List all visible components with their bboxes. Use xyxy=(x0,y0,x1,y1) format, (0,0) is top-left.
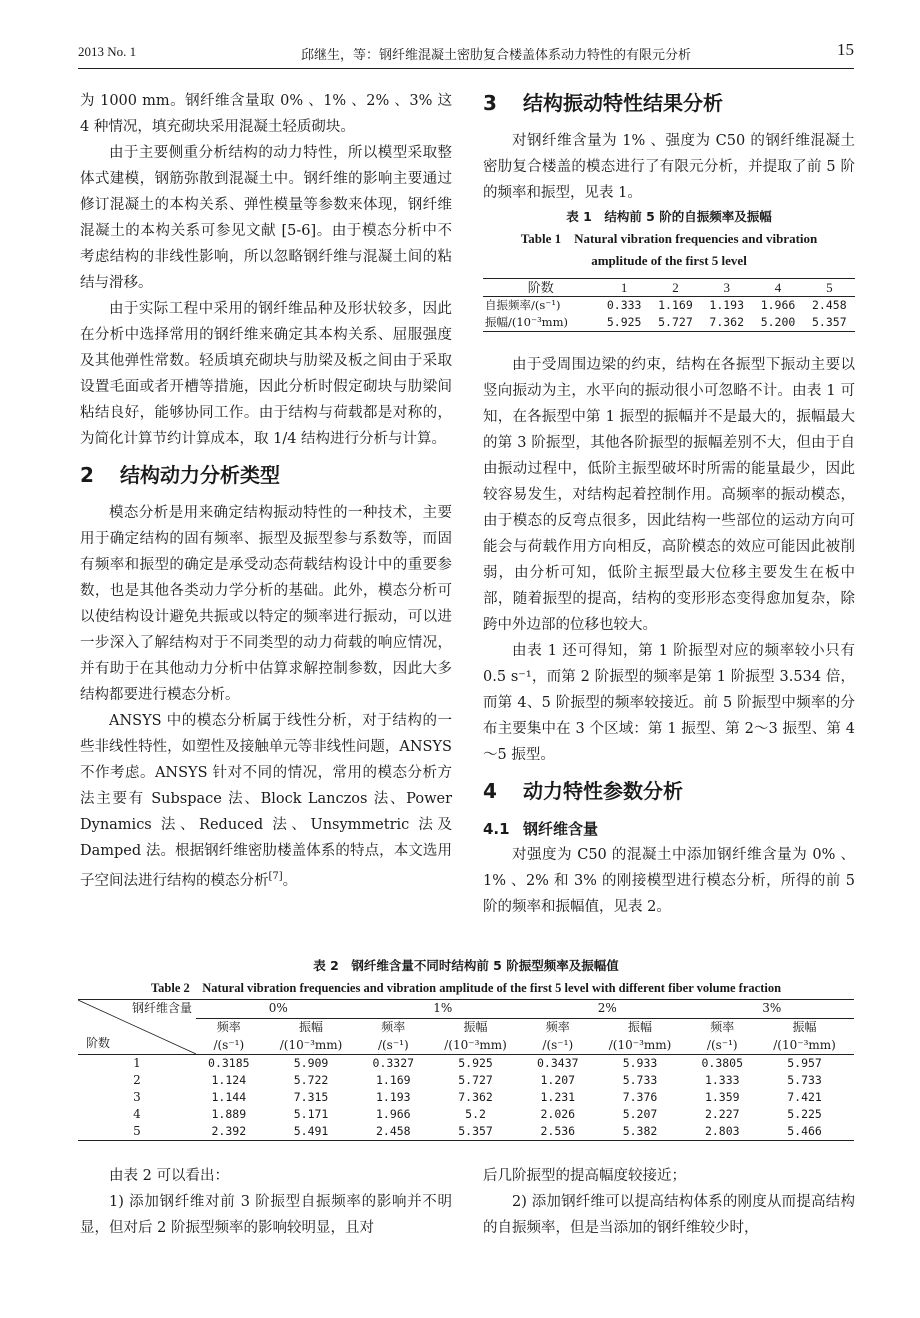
subsection-heading xyxy=(483,816,855,842)
freq-unit: /(s⁻¹) xyxy=(525,1036,591,1054)
amp-unit: /(10⁻³mm) xyxy=(426,1036,525,1054)
table-header-cell: 1 xyxy=(599,279,650,297)
table-row xyxy=(483,297,855,315)
table-cell: 5.727 xyxy=(658,315,693,329)
table-cell: 1.333 xyxy=(704,1073,740,1087)
freq-header: 频率 xyxy=(545,1020,570,1034)
order-cell: 3 xyxy=(133,1090,141,1104)
paragraph: 由于主要侧重分析结构的动力特性，所以模型采取整体式建模，钢筋弥散到混凝土中。钢纤维的影响主要通过修订混凝土的本构关系、弹性模量等参数来体现，钢纤维混凝土的本构关系可参见文献 [5-6]。由于模态分析中不考虑结构的非线性影响，所以忽略钢纤维与混凝土间的粘结与滑移。 xyxy=(80,145,452,291)
table-cell: 1.966 xyxy=(375,1107,411,1121)
table-cell: 2.026 xyxy=(540,1107,576,1121)
citation: [7] xyxy=(268,871,283,882)
table-cell: 5.225 xyxy=(787,1107,822,1121)
amp-header: 振幅 xyxy=(792,1020,817,1034)
table-group-row xyxy=(78,1000,854,1019)
table-cell: 5.727 xyxy=(458,1073,493,1087)
paragraph-text: ANSYS 中的模态分析属于线性分析，对于结构的一些非线性特性，如塑性及接触单元等非线性问题，ANSYS 不作考虑。ANSYS 针对不同的情况，常用的模态分析方法主要有 Subspace 法、Block Lanczos 法、Power Dynamics 法、Reduced 法、Unsymmetric 法及 Damped 法。根据钢纤维密肋楼盖体系的特点，本文选用子空间法进行结构的模态分析 xyxy=(80,713,452,889)
corner-bottom-label: 阶数 xyxy=(86,1036,111,1050)
table-cell: 5.171 xyxy=(293,1107,329,1121)
table-cell: 7.421 xyxy=(787,1090,822,1104)
table-cell: 7.315 xyxy=(293,1090,329,1104)
table-row xyxy=(78,1106,854,1123)
bottom-right-text xyxy=(483,1163,855,1241)
table1-caption-en: Table 1 Natural vibration frequencies and vibration xyxy=(520,231,818,246)
table-cell: 7.376 xyxy=(622,1090,658,1104)
amp-unit: /(10⁻³mm) xyxy=(755,1036,854,1054)
table-row xyxy=(78,1055,854,1073)
paragraph: 后几阶振型的提高幅度较接近； xyxy=(483,1168,686,1184)
amp-header: 振幅 xyxy=(299,1020,324,1034)
paragraph: 模态分析是用来确定结构振动特性的一种技术，主要用于确定结构的固有频率、振型及振型参与系数等，而固有频率和振型的确定是承受动态荷载结构设计中的重要参数，也是其他各类动力学分析的基础。此外，模态分析可以使结构设计避免共振或以特定的频率进行振动，可以进一步深入了解结构对于不同类型的动力荷载的响应情况，并有助于在其他动力分析中估算求解控制参数，因此大多结构都要进行模态分析。 xyxy=(80,505,452,703)
table-cell: 2.458 xyxy=(812,298,847,312)
table-cell: 5.491 xyxy=(293,1124,329,1138)
table-cell: 1.966 xyxy=(760,298,796,312)
journal-issue: 2013 No. 1 xyxy=(78,44,137,59)
table-header-cell: 阶数 xyxy=(483,279,599,297)
table-cell: 1.124 xyxy=(211,1073,247,1087)
row-label: 自振频率/(s⁻¹) xyxy=(485,298,561,312)
table1-caption-en-2: amplitude of the first 5 level xyxy=(591,253,747,268)
table-header-cell: 3 xyxy=(701,279,752,297)
paragraph: 1) 添加钢纤维对前 3 阶振型自振频率的影响并不明显，但对后 2 阶振型频率的影响较明显，且对 xyxy=(80,1194,452,1236)
table-cell: 5.382 xyxy=(622,1124,658,1138)
table-corner-cell xyxy=(78,1000,196,1055)
paragraph: 由表 2 可以看出： xyxy=(109,1168,229,1184)
running-header xyxy=(78,40,854,64)
table-header-cell: 5 xyxy=(804,279,855,297)
order-cell: 4 xyxy=(133,1107,141,1121)
amp-header: 振幅 xyxy=(463,1020,488,1034)
table-cell: 5.933 xyxy=(622,1056,658,1070)
paragraph: 对钢纤维含量为 1% 、强度为 C50 的钢纤维混凝土密肋复合楼盖的模态进行了有限元分析，并提取了前 5 阶的频率和振型，见表 1。 xyxy=(483,133,855,201)
table2-caption-en: Table 2 Natural vibration frequencies and vibration amplitude of the first 5 level with different fiber volume fraction xyxy=(150,981,782,995)
paragraph: 为 1000 mm。钢纤维含量取 0% 、1% 、2% 、3% 这 4 种情况，填充砌块采用混凝土轻质砌块。 xyxy=(80,93,452,135)
table-cell: 1.169 xyxy=(375,1073,411,1087)
left-column xyxy=(80,88,452,894)
right-column xyxy=(483,88,855,920)
paragraph-end: 。 xyxy=(282,872,298,889)
page-number: 15 xyxy=(837,40,854,59)
table-header-cell: 2 xyxy=(650,279,701,297)
section-number: 2 xyxy=(80,463,94,487)
table-row xyxy=(78,1089,854,1106)
amp-header: 振幅 xyxy=(628,1020,653,1034)
running-title: 邱继生，等：钢纤维混凝土密肋复合楼盖体系动力特性的有限元分析 xyxy=(300,48,691,63)
row-label: 振幅/(10⁻³mm) xyxy=(485,315,568,329)
table-cell: 5.207 xyxy=(622,1107,658,1121)
header-rule xyxy=(78,68,854,69)
group-header: 0% xyxy=(196,1000,360,1019)
freq-header: 频率 xyxy=(710,1020,735,1034)
table-header-cell: 4 xyxy=(752,279,803,297)
table-cell: 2.458 xyxy=(375,1124,411,1138)
table-cell: 5.357 xyxy=(458,1124,493,1138)
freq-header: 频率 xyxy=(381,1020,406,1034)
section-heading-2 xyxy=(80,460,452,490)
table-cell: 7.362 xyxy=(458,1090,493,1104)
subsection-title: 钢纤维含量 xyxy=(523,820,599,838)
section-heading-3 xyxy=(483,88,855,118)
diagonal-header xyxy=(78,1000,196,1054)
table-cell: 5.733 xyxy=(787,1073,822,1087)
order-cell: 5 xyxy=(133,1124,141,1138)
table-cell: 5.2 xyxy=(465,1107,486,1121)
table-row xyxy=(483,314,855,332)
table-cell: 0.3185 xyxy=(208,1056,250,1070)
table-cell: 5.909 xyxy=(293,1056,329,1070)
freq-header: 频率 xyxy=(216,1020,241,1034)
table-cell: 1.207 xyxy=(540,1073,576,1087)
table-cell: 5.200 xyxy=(760,315,796,329)
group-header: 1% xyxy=(360,1000,524,1019)
paragraph xyxy=(80,708,452,894)
paragraph: 由于实际工程中采用的钢纤维品种及形状较多，因此在分析中选择常用的钢纤维来确定其本构关系、屈服强度及其他弹性常数。轻质填充砌块与肋梁及板之间由于采取设置毛面或者开槽等措施，因此分析时假定砌块与肋梁间粘结良好，能够协同工作。由于结构与荷载都是对称的，为简化计算节约计算成本，取 1/4 结构进行分析与计算。 xyxy=(80,301,452,447)
table-cell: 0.3805 xyxy=(701,1056,744,1070)
table-cell: 5.466 xyxy=(787,1124,822,1138)
group-header: 2% xyxy=(525,1000,689,1019)
table-cell: 0.3437 xyxy=(537,1056,579,1070)
order-cell: 1 xyxy=(133,1056,141,1070)
corner-top-label: 钢纤维含量 xyxy=(131,1001,192,1015)
table2-caption-cn: 表 2 钢纤维含量不同时结构前 5 阶振型频率及振幅值 xyxy=(313,958,619,973)
table-header-row xyxy=(483,279,855,297)
table-cell: 2.536 xyxy=(540,1124,576,1138)
table-cell: 7.362 xyxy=(709,315,745,329)
section-title: 结构动力分析类型 xyxy=(120,463,280,487)
bottom-left-text xyxy=(80,1163,452,1241)
table-cell: 1.144 xyxy=(211,1090,247,1104)
freq-unit: /(s⁻¹) xyxy=(360,1036,426,1054)
table-cell: 1.193 xyxy=(375,1090,411,1104)
table2-block xyxy=(78,955,854,1141)
table1 xyxy=(483,278,855,332)
freq-unit: /(s⁻¹) xyxy=(196,1036,262,1054)
table-cell: 1.359 xyxy=(704,1090,740,1104)
table-row xyxy=(78,1072,854,1089)
table-cell: 1.169 xyxy=(658,298,693,312)
table-cell: 2.392 xyxy=(211,1124,247,1138)
table-row xyxy=(78,1123,854,1141)
table-cell: 5.925 xyxy=(606,315,642,329)
table-cell: 0.3327 xyxy=(372,1056,415,1070)
table2 xyxy=(78,999,854,1141)
group-header: 3% xyxy=(689,1000,854,1019)
section-number: 3 xyxy=(483,91,497,115)
amp-unit: /(10⁻³mm) xyxy=(591,1036,690,1054)
table-cell: 1.231 xyxy=(540,1090,576,1104)
section-heading-4 xyxy=(483,776,855,806)
table1-caption-cn: 表 1 结构前 5 阶的自振频率及振幅 xyxy=(566,209,772,224)
subsection-number: 4.1 xyxy=(483,820,510,838)
section-number: 4 xyxy=(483,779,497,803)
section-title: 动力特性参数分析 xyxy=(523,779,683,803)
table-cell: 2.227 xyxy=(704,1107,740,1121)
freq-unit: /(s⁻¹) xyxy=(689,1036,755,1054)
table-cell: 1.889 xyxy=(211,1107,247,1121)
table-cell: 5.925 xyxy=(458,1056,493,1070)
paragraph: 由于受周围边梁的约束，结构在各振型下振动主要以竖向振动为主，水平向的振动很小可忽略不计。由表 1 可知，在各振型中第 1 振型的振幅并不是最大的，振幅最大的第 3 阶振型，其他各阶振型的振幅差别不大，但由于自由振动过程中，低阶主振型破坏时所需的能量最少，因此较容易发生，对结构起着控制作用。高频率的振动模态，由于模态的反弯点很多，因此结构一些部位的运动方向可能会与荷载作用方向相反，高阶模态的效应可能因此被削弱，由分析可知，低阶主振型最大位移主要发生在板中部，随着振型的提高，结构的变形形态变得愈加复杂，除跨中外边部的位移也较大。 xyxy=(483,357,855,633)
table-cell: 5.733 xyxy=(622,1073,658,1087)
table-cell: 5.357 xyxy=(812,315,847,329)
section-title: 结构振动特性结果分析 xyxy=(523,91,723,115)
table-cell: 5.722 xyxy=(293,1073,329,1087)
amp-unit: /(10⁻³mm) xyxy=(262,1036,361,1054)
table-cell: 1.193 xyxy=(709,298,745,312)
table-cell: 2.803 xyxy=(704,1124,740,1138)
order-cell: 2 xyxy=(133,1073,141,1087)
paragraph: 2) 添加钢纤维可以提高结构体系的刚度从而提高结构的自振频率，但是当添加的钢纤维较少时， xyxy=(483,1194,855,1236)
paragraph: 由表 1 还可得知，第 1 阶振型对应的频率较小只有 0.5 s⁻¹，而第 2 阶振型的频率是第 1 阶振型 3.534 倍，而第 4、5 阶振型的频率较接近。前 5 阶振型中频率的分布主要集中在 3 个区域：第 1 振型、第 2～3 振型、第 4～5 振型。 xyxy=(483,643,855,763)
table-cell: 5.957 xyxy=(787,1056,822,1070)
table-cell: 0.333 xyxy=(606,298,642,312)
paragraph: 对强度为 C50 的混凝土中添加钢纤维含量为 0% 、1% 、2% 和 3% 的刚接模型进行模态分析，所得的前 5 阶的频率和振幅值，见表 2。 xyxy=(483,847,855,915)
